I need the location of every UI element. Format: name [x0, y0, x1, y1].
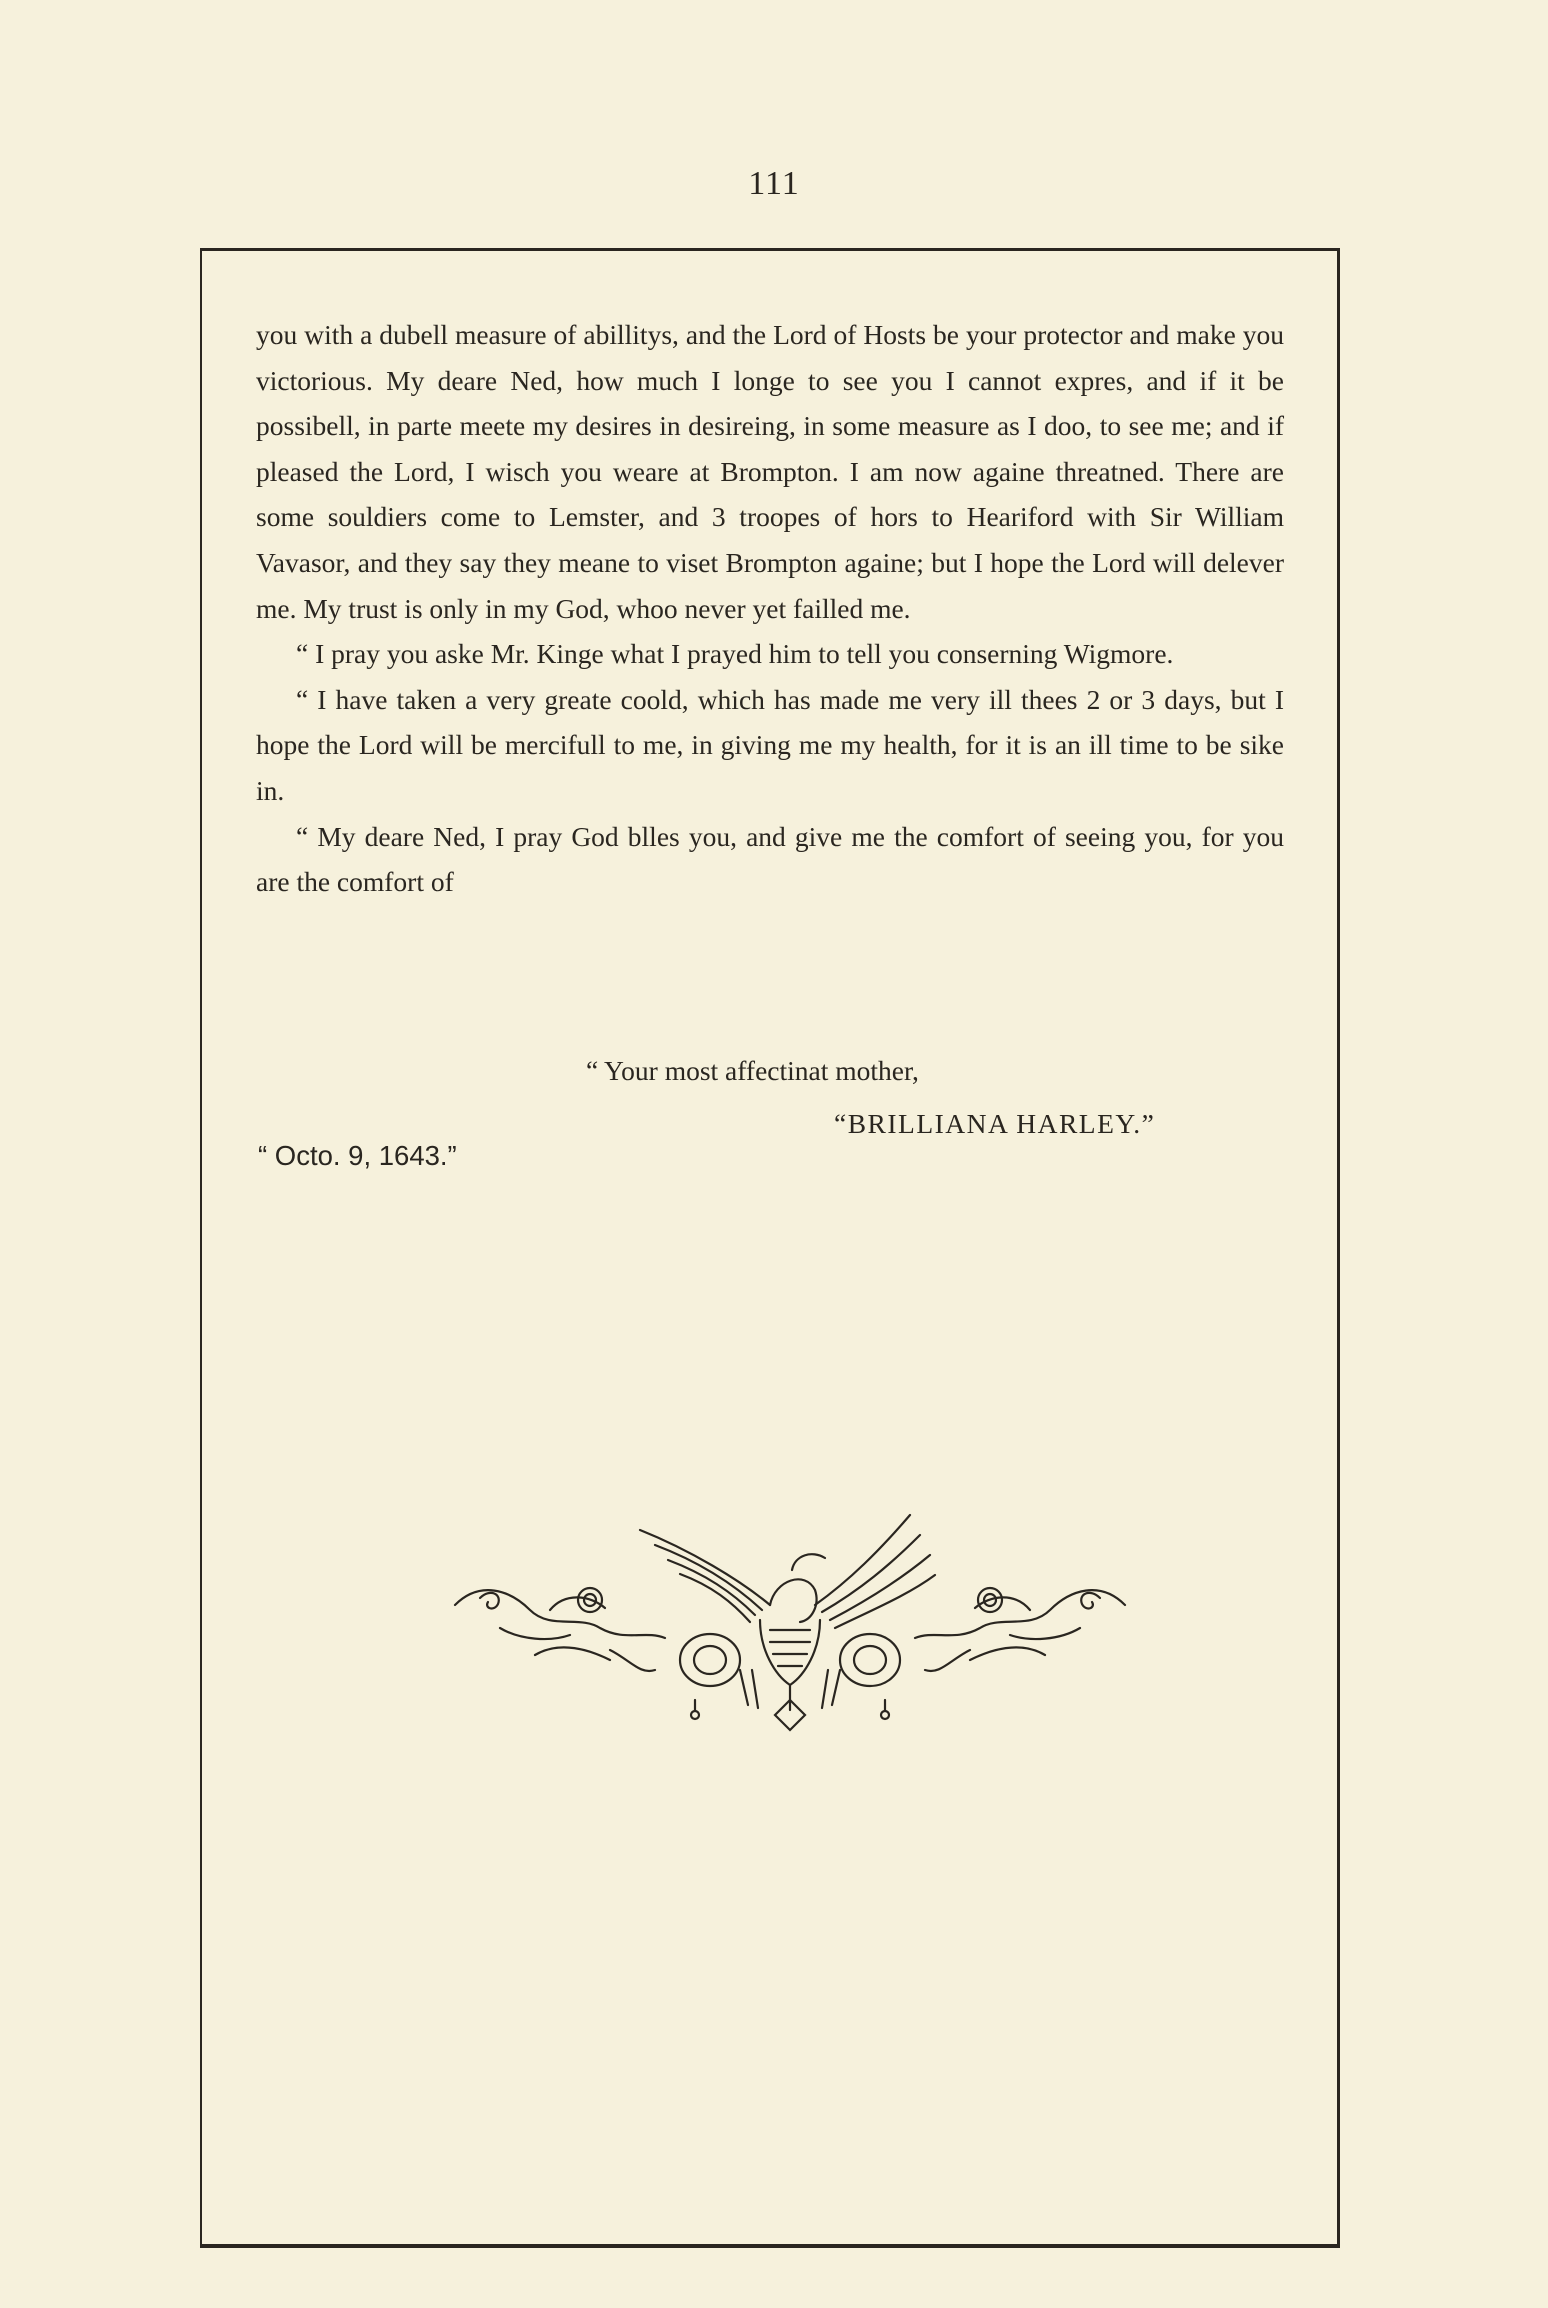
- letter-signature: “BRILLIANA HARLEY.”: [834, 1108, 1156, 1139]
- letter-paragraph: “ I have taken a very greate coold, which has made me very ill thees 2 or 3 days, but I hope the Lord will be mercifull to me, in giving me my health, for it is an ill time to be sike in.: [256, 683, 1284, 806]
- letter-paragraph: you with a dubell measure of abillitys, and the Lord of Hosts be your protector and make you victorious. My deare Ned, how much I longe to see you I cannot expres, and if it be possibell, in parte meete my desires in desireing, in some measure as I doo, to see me; and if pleased the Lord, I wisch you weare at Brompton. I am now againe threatned. There are some souldiers come to Lemster, and 3 troopes of hors to Heariford with Sir William Vavasor, and they say they meane to viset Brompton againe; but I hope the Lord will delever me. My trust is only in my God, whoo never yet failled me.: [256, 319, 1284, 624]
- letter-date: “ Octo. 9, 1643.”: [258, 1140, 457, 1171]
- eagle-scroll-ornament-icon: [440, 1510, 1140, 1740]
- page-number: 111: [748, 165, 800, 202]
- letter-paragraph: “ My deare Ned, I pray God blles you, and give me the comfort of seeing you, for you are the comfort of: [256, 820, 1284, 898]
- letter-body: [256, 312, 1284, 905]
- letter-paragraph: “ I pray you aske Mr. Kinge what I prayed him to tell you conserning Wigmore.: [296, 638, 1174, 670]
- letter-closing: “ Your most affectinat mother,: [586, 1055, 919, 1086]
